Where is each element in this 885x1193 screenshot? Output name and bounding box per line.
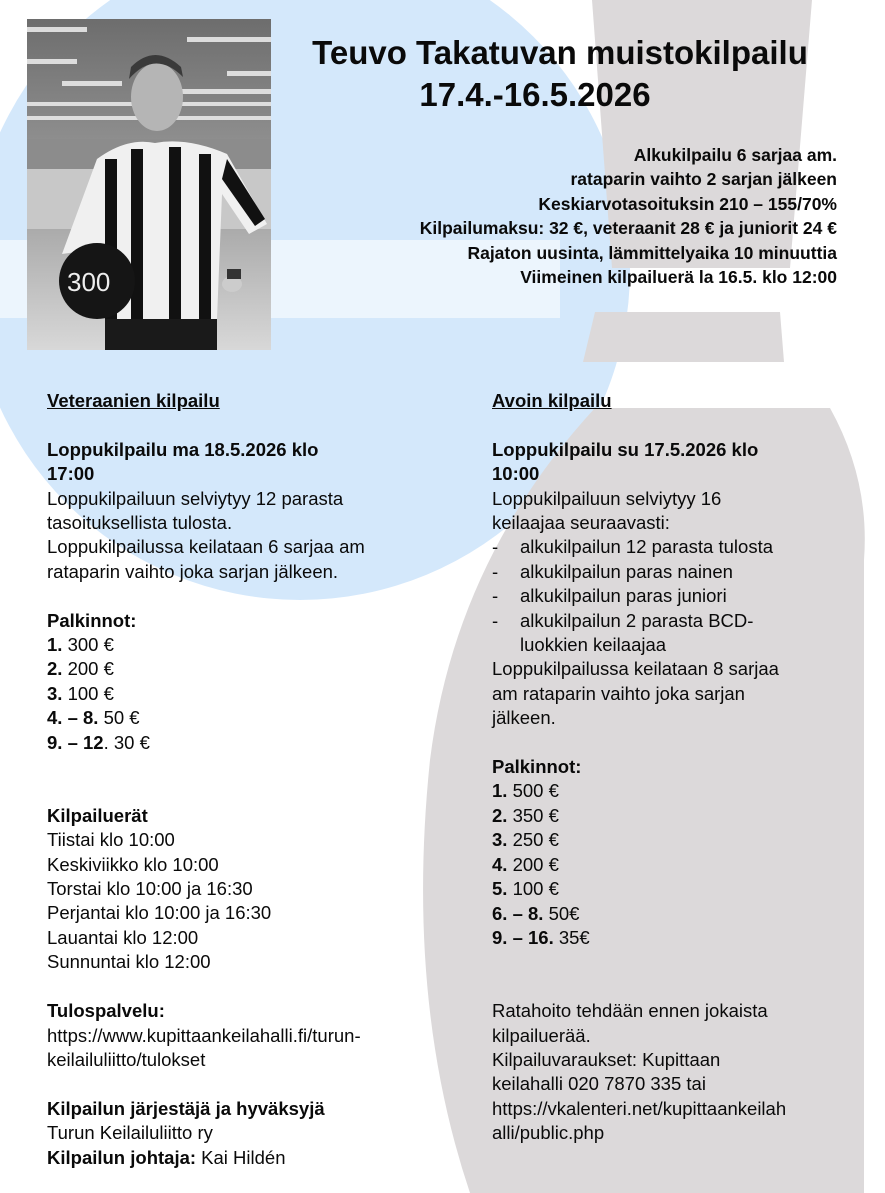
prize-amount: 50 € [98, 707, 140, 729]
info-line: Viimeinen kilpailuerä la 16.5. klo 12:00 [520, 267, 837, 288]
prize-place: 5. [492, 878, 508, 900]
veterans-prizes-heading: Palkinnot: [47, 609, 137, 631]
prize-place: 3. [47, 682, 63, 704]
notes-line: Ratahoito tehdään ennen jokaista [492, 1000, 768, 1022]
prize-place: 9. – 12 [47, 731, 104, 753]
round-item: Sunnuntai klo 12:00 [47, 951, 211, 973]
prize-amount: 250 € [507, 829, 559, 851]
bullet-dash: - [492, 560, 499, 582]
prize-place: 1. [492, 780, 508, 802]
organizer-name: Turun Keilailuliitto ry [47, 1122, 213, 1144]
bullet-dash: - [492, 585, 499, 607]
qualifier-item [492, 584, 842, 608]
rounds-heading: Kilpailuerät [47, 804, 148, 826]
round-item: Tiistai klo 10:00 [47, 829, 175, 851]
prize-place: 1. [47, 634, 63, 656]
prize-row [492, 926, 842, 950]
director-label: Kilpailun johtaja: [47, 1146, 197, 1168]
round-item: Lauantai klo 12:00 [47, 926, 199, 948]
qualifier-text-line: luokkien keilaajaa [520, 634, 667, 656]
prize-row [47, 657, 447, 681]
prize-place: 2. [492, 804, 508, 826]
results-link[interactable]: https://www.kupittaankeilahalli.fi/turun- [47, 1024, 361, 1046]
open-final-title: Loppukilpailu su 17.5.2026 klo [492, 438, 759, 460]
event-title: Teuvo Takatuvan muistokilpailu [312, 34, 808, 71]
prize-place: 6. – 8. [492, 902, 544, 924]
veterans-final-time: 17:00 [47, 463, 95, 485]
prize-row [47, 633, 447, 657]
qualifier-item [492, 560, 842, 584]
director-name: Kai Hildén [196, 1146, 286, 1168]
qualifier-text-line: alkukilpailun 2 parasta BCD- [520, 609, 754, 631]
prize-row [47, 706, 447, 730]
prize-place: 4. – 8. [47, 707, 99, 729]
prize-amount: 200 € [62, 658, 114, 680]
prize-amount: 100 € [507, 878, 559, 900]
prize-amount: 100 € [62, 682, 114, 704]
round-item: Torstai klo 10:00 ja 16:30 [47, 878, 253, 900]
prize-place: 3. [492, 829, 508, 851]
info-line: Rajaton uusinta, lämmittelyaika 10 minuuttia [467, 242, 837, 263]
qualifier-item [492, 535, 842, 559]
prize-place: 2. [47, 658, 63, 680]
prize-amount: 200 € [507, 853, 559, 875]
veterans-heading: Veteraanien kilpailu [47, 390, 220, 411]
veterans-desc-line: tasoituksellista tulosta. [47, 512, 233, 534]
open-desc2-line: am rataparin vaihto joka sarjan [492, 682, 745, 704]
qualifier-text: alkukilpailun 12 parasta tulosta [520, 536, 773, 558]
portrait-photo [27, 19, 271, 350]
open-desc2-line: jälkeen. [492, 707, 556, 729]
round-item: Perjantai klo 10:00 ja 16:30 [47, 902, 272, 924]
veterans-desc-line: Loppukilpailuun selviytyy 12 parasta [47, 487, 344, 509]
qualifier-text: alkukilpailun paras juniori [520, 585, 727, 607]
prize-row [492, 902, 842, 926]
prize-place: 4. [492, 853, 508, 875]
event-info [277, 143, 837, 289]
prize-row [492, 828, 842, 852]
prize-amount: 35€ [553, 926, 590, 948]
qualifier-item [492, 609, 842, 658]
round-item: Keskiviikko klo 10:00 [47, 853, 219, 875]
info-line: Keskiarvotasoituksin 210 – 155/70% [538, 193, 837, 214]
ball-label: 300 [67, 267, 111, 297]
notes-line: kilpailuerää. [492, 1024, 591, 1046]
open-final-time: 10:00 [492, 463, 540, 485]
results-heading: Tulospalvelu: [47, 1000, 165, 1022]
prize-row [492, 779, 842, 803]
qualifier-text [520, 609, 842, 658]
open-heading: Avoin kilpailu [492, 390, 612, 411]
veterans-section [47, 389, 447, 1170]
prize-row [47, 682, 447, 706]
prize-place: 9. – 16. [492, 926, 554, 948]
open-prizes-heading: Palkinnot: [492, 756, 582, 778]
organizer-heading: Kilpailun järjestäjä ja hyväksyjä [47, 1097, 325, 1119]
qualifier-text: alkukilpailun paras nainen [520, 560, 733, 582]
page-title [270, 32, 840, 116]
notes-line: Kilpailuvaraukset: Kupittaan [492, 1048, 721, 1070]
prize-row [492, 804, 842, 828]
info-line: Alkukilpailu 6 sarjaa am. [633, 145, 837, 165]
booking-link-cont[interactable]: alli/public.php [492, 1122, 605, 1144]
prize-row [47, 731, 447, 755]
prize-row [492, 853, 842, 877]
prize-amount: 50€ [543, 902, 580, 924]
veterans-desc-line: rataparin vaihto joka sarjan jälkeen. [47, 560, 339, 582]
prize-amount: . 30 € [103, 731, 150, 753]
open-desc-line: Loppukilpailuun selviytyy 16 [492, 487, 722, 509]
info-line: Kilpailumaksu: 32 €, veteraanit 28 € ja juniorit 24 € [419, 218, 837, 239]
booking-link[interactable]: https://vkalenteri.net/kupittaankeilah [492, 1097, 787, 1119]
prize-amount: 300 € [62, 634, 114, 656]
notes-line: keilahalli 020 7870 335 tai [492, 1073, 706, 1095]
open-desc-line: keilaajaa seuraavasti: [492, 512, 670, 534]
director-line [47, 1146, 447, 1170]
bullet-dash: - [492, 609, 499, 631]
open-section [492, 389, 842, 1146]
bullet-dash: - [492, 536, 499, 558]
open-desc2-line: Loppukilpailussa keilataan 8 sarjaa [492, 658, 779, 680]
veterans-final-title: Loppukilpailu ma 18.5.2026 klo [47, 438, 319, 460]
event-dates: 17.4.-16.5.2026 [419, 76, 651, 113]
prize-amount: 350 € [507, 804, 559, 826]
prize-amount: 500 € [507, 780, 559, 802]
prize-row [492, 877, 842, 901]
info-line: rataparin vaihto 2 sarjan jälkeen [570, 169, 837, 190]
results-link-cont[interactable]: keilailuliitto/tulokset [47, 1048, 206, 1070]
veterans-desc-line: Loppukilpailussa keilataan 6 sarjaa am [47, 536, 365, 558]
